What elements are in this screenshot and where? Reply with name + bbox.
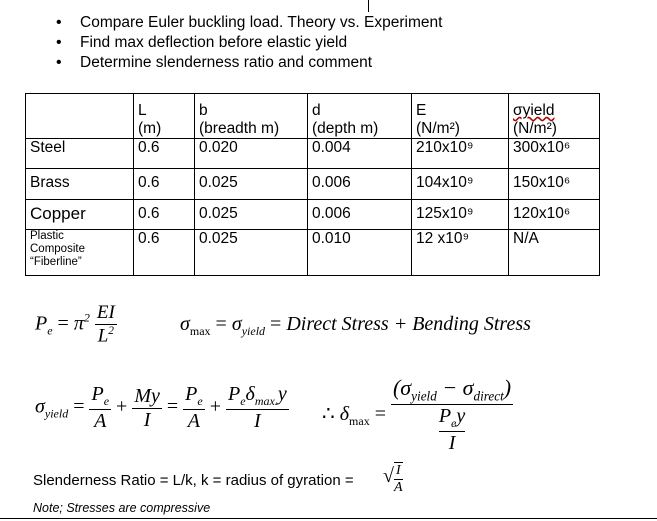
b-cell: 0.025	[195, 169, 308, 200]
bullet-item: • Determine slenderness ratio and comment	[56, 53, 442, 73]
L-cell: 0.6	[134, 200, 195, 230]
objectives-list	[56, 13, 442, 73]
E-cell: 104x10⁹	[412, 169, 509, 200]
table-row	[26, 139, 600, 169]
stress-equation: $\sigma_{max} = \sigma_{yield}$ = Direct Stress + Bending Stress	[180, 313, 531, 338]
E-cell: 12 x10⁹	[412, 230, 509, 276]
header-E: E (N/m²)	[412, 94, 509, 139]
E-cell: 125x10⁹	[412, 200, 509, 230]
b-cell: 0.020	[195, 139, 308, 169]
yield-cell: N/A	[509, 230, 600, 276]
b-cell: 0.025	[195, 230, 308, 276]
header-L: L (m)	[134, 94, 195, 139]
L-cell: 0.6	[134, 169, 195, 200]
bullet-item: • Find max deflection before elastic yield	[56, 33, 442, 53]
material-cell: Copper	[26, 200, 134, 230]
material-cell: Brass	[26, 169, 134, 200]
header-d: d (depth m)	[308, 94, 412, 139]
table-row	[26, 230, 600, 276]
material-cell: Plastic Composite “Fiberline”	[26, 230, 134, 276]
yield-cell: 150x10⁶	[509, 169, 600, 200]
E-cell: 210x10⁹	[412, 139, 509, 169]
yield-cell: 300x10⁶	[509, 139, 600, 169]
text-cursor	[368, 0, 369, 12]
d-cell: 0.006	[308, 169, 412, 200]
deflection-formula: ∴ $\delta_{max}$ = $(\sigma_{yield} - \sigma_{direct})$ $P_ey$ I	[322, 375, 512, 455]
table-row	[26, 169, 600, 200]
divider	[0, 518, 657, 519]
materials-table	[25, 93, 600, 276]
table-row	[26, 200, 600, 230]
blank-header-cell	[26, 94, 134, 139]
d-cell: 0.004	[308, 139, 412, 169]
bullet-item: • Compare Euler buckling load. Theory vs. Experiment	[56, 13, 442, 33]
d-cell: 0.010	[308, 230, 412, 276]
d-cell: 0.006	[308, 200, 412, 230]
header-row	[26, 94, 600, 139]
L-cell: 0.6	[134, 230, 195, 276]
header-yield: σyield (N/m²)	[509, 94, 600, 139]
header-b: b (breadth m)	[195, 94, 308, 139]
yield-cell: 120x10⁶	[509, 200, 600, 230]
L-cell: 0.6	[134, 139, 195, 169]
yield-expansion: $\sigma_{yield}$ = $\frac{P_e}{A}$ + $\frac{My}{I}$ = $\frac{P_e}{A}$ + $\frac{P_e\delta_{max.}y}{I}$	[35, 383, 287, 432]
material-cell: Steel	[26, 139, 134, 169]
note-text: Note; Stresses are compressive	[33, 501, 211, 515]
euler-formula: $P_e = \pi^2$ $\frac{EI}{L^2}$	[35, 302, 115, 347]
radius-of-gyration-formula: √ $\frac{I}{A}$	[383, 463, 403, 495]
slenderness-text: Slenderness Ratio = L/k, k = radius of gyration =	[33, 472, 354, 489]
b-cell: 0.025	[195, 200, 308, 230]
